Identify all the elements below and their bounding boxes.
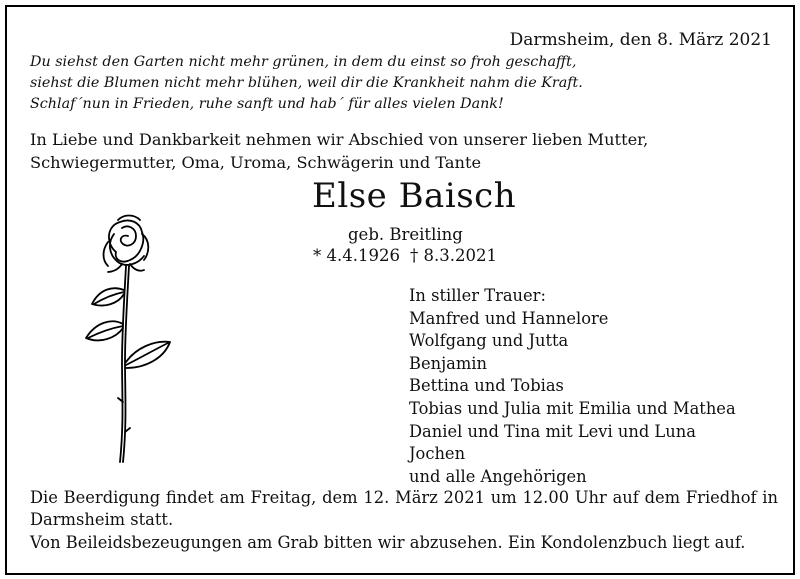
condolence-notice: Von Beileidsbezeugungen am Grab bitten wir abzusehen. Ein Kondolenzbuch liegt auf. bbox=[30, 533, 746, 552]
mourner-entry: Bettina und Tobias bbox=[409, 376, 564, 396]
rose-icon bbox=[78, 212, 178, 472]
deceased-name: Else Baisch bbox=[312, 176, 517, 216]
mourner-entry: Jochen bbox=[409, 444, 466, 464]
maiden-name: geb. Breitling bbox=[348, 225, 463, 244]
death-date: † 8.3.2021 bbox=[409, 246, 497, 265]
poem-line: siehst die Blumen nicht mehr blühen, weil dir die Krankheit nahm die Kraft. bbox=[30, 75, 583, 91]
funeral-notice: Die Beerdigung findet am Freitag, dem 12. März 2021 um 12.00 Uhr auf dem Friedhof in Darmsheim statt. bbox=[30, 488, 778, 529]
place-date: Darmsheim, den 8. März 2021 bbox=[509, 30, 772, 50]
intro-text: In Liebe und Dankbarkeit nehmen wir Abschied von unserer lieben Mutter, Schwiegermutter, Oma, Uroma, Schwägerin und Tante bbox=[30, 130, 649, 172]
life-dates bbox=[313, 246, 507, 265]
poem-line: Du siehst den Garten nicht mehr grünen, in dem du einst so froh geschafft, bbox=[30, 54, 577, 70]
mourners-list bbox=[409, 285, 736, 488]
mourner-entry: Benjamin bbox=[409, 353, 487, 373]
mourner-entry: Manfred und Hannelore bbox=[409, 308, 609, 328]
mourner-entry: Tobias und Julia mit Emilia und Mathea bbox=[409, 398, 736, 418]
mourners-heading: In stiller Trauer: bbox=[409, 286, 546, 305]
birth-date: * 4.4.1926 bbox=[313, 246, 400, 265]
poem bbox=[30, 52, 583, 115]
mourner-entry: Daniel und Tina mit Levi und Luna bbox=[409, 421, 696, 441]
mourner-entry: und alle Angehörigen bbox=[409, 466, 587, 486]
poem-line: Schlaf´nun in Frieden, ruhe sanft und hab´ für alles vielen Dank! bbox=[30, 96, 504, 112]
mourner-entry: Wolfgang und Jutta bbox=[409, 331, 569, 351]
